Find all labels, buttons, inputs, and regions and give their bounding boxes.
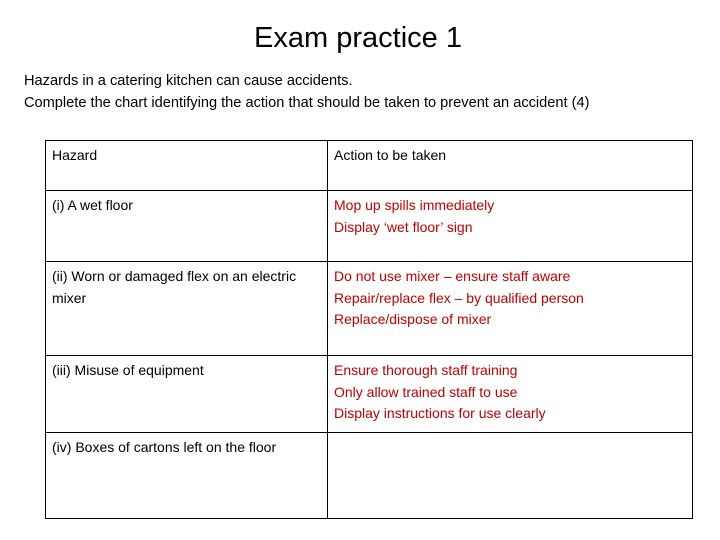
- hazard-action-table: [45, 140, 693, 519]
- action-line: Only allow trained staff to use: [334, 383, 518, 400]
- hazard-cell: (i) A wet floor: [46, 191, 328, 262]
- action-line: Mop up spills immediately: [334, 197, 495, 213]
- table-row: [46, 191, 693, 262]
- action-cell: [328, 191, 693, 262]
- table-row: [46, 356, 693, 433]
- table-header-row: [46, 141, 693, 191]
- action-line: Do not use mixer – ensure staff aware: [334, 268, 571, 284]
- action-cell: [328, 356, 693, 433]
- question-line-1: Hazards in a catering kitchen can cause accidents.: [24, 73, 353, 89]
- header-action: Action to be taken: [328, 141, 693, 191]
- table-row: [46, 433, 693, 519]
- hazard-cell: (iv) Boxes of cartons left on the floor: [46, 433, 328, 519]
- action-cell-empty: [328, 433, 693, 519]
- question-line-2: Complete the chart identifying the action that should be taken to prevent an accident (4): [24, 95, 590, 111]
- question-text: [24, 70, 704, 114]
- action-line: Display ‘wet floor’ sign: [334, 218, 473, 235]
- action-cell: [328, 262, 693, 356]
- header-hazard: Hazard: [46, 141, 328, 191]
- table-row: [46, 262, 693, 356]
- action-line: Ensure thorough staff training: [334, 362, 518, 378]
- hazard-cell: (ii) Worn or damaged flex on an electric mixer: [46, 262, 328, 356]
- hazard-cell: (iii) Misuse of equipment: [46, 356, 328, 433]
- page-title: Exam practice 1: [254, 22, 462, 54]
- action-line: Repair/replace flex – by qualified person: [334, 289, 584, 306]
- action-line: Display instructions for use clearly: [334, 405, 546, 422]
- action-line: Replace/dispose of mixer: [334, 311, 492, 328]
